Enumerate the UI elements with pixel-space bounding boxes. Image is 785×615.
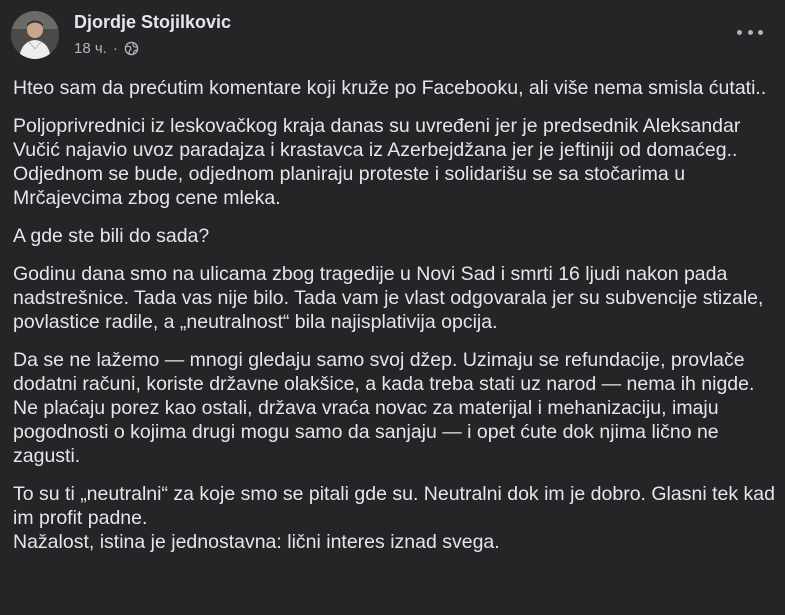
post-paragraph: Hteo sam da prećutim komentare koji kruže po Facebooku, ali više nema smisla ćutati.. [13,77,767,99]
post-body [13,76,778,554]
post-paragraph: To su ti „neutralni“ za koje smo se pitali gde su. Neutralni dok im je dobro. Glasni tek kad im profit padne. [13,483,775,529]
post-paragraph: Nažalost, istina je jednostavna: lični interes iznad svega. [13,531,500,553]
post-paragraph: Godinu dana smo na ulicama zbog tragedije u Novi Sad i smrti 16 ljudi nakon pada nadstrešnice. Tada vas nije bilo. Tada vam je vlast odgovarala jer su subvencije stizale, povlastice radile, a „neutralnost“ bila najisplativija opcija. [13,263,764,333]
avatar-image [11,11,59,59]
more-options-icon[interactable] [737,24,763,40]
post-header [0,0,785,70]
meta-separator: · [112,40,118,57]
avatar[interactable] [11,11,59,59]
post-paragraph: A gde ste bili do sada? [13,225,210,247]
post-time[interactable]: 18 ч. [74,40,107,57]
post-meta [74,40,139,57]
globe-icon[interactable] [124,41,139,56]
post-paragraph: Poljoprivrednici iz leskovačkog kraja danas su uvređeni jer je predsednik Aleksandar Vučić najavio uvoz paradajza i krastavca iz Azerbejdžana jer je jeftiniji od domaćeg.. Odjednom se bude, odjednom planiraju proteste i solidarišu se sa stočarima u Mrčajevcima zbog cene mleka. [13,115,741,209]
post-paragraph: Da se ne lažemo — mnogi gledaju samo svoj džep. Uzimaju se refundacije, provlače dodatni računi, koriste državne olakšice, a kada treba stati uz narod — nema ih nigde. Ne plaćaju porez kao ostali, država vraća novac za materijal i mehanizaciju, imaju pogodnosti o kojima drugi mogu samo da sanjaju — i opet ćute dok njima lično ne zagusti. [13,349,755,467]
author-name[interactable]: Djordje Stojilkovic [74,12,232,32]
